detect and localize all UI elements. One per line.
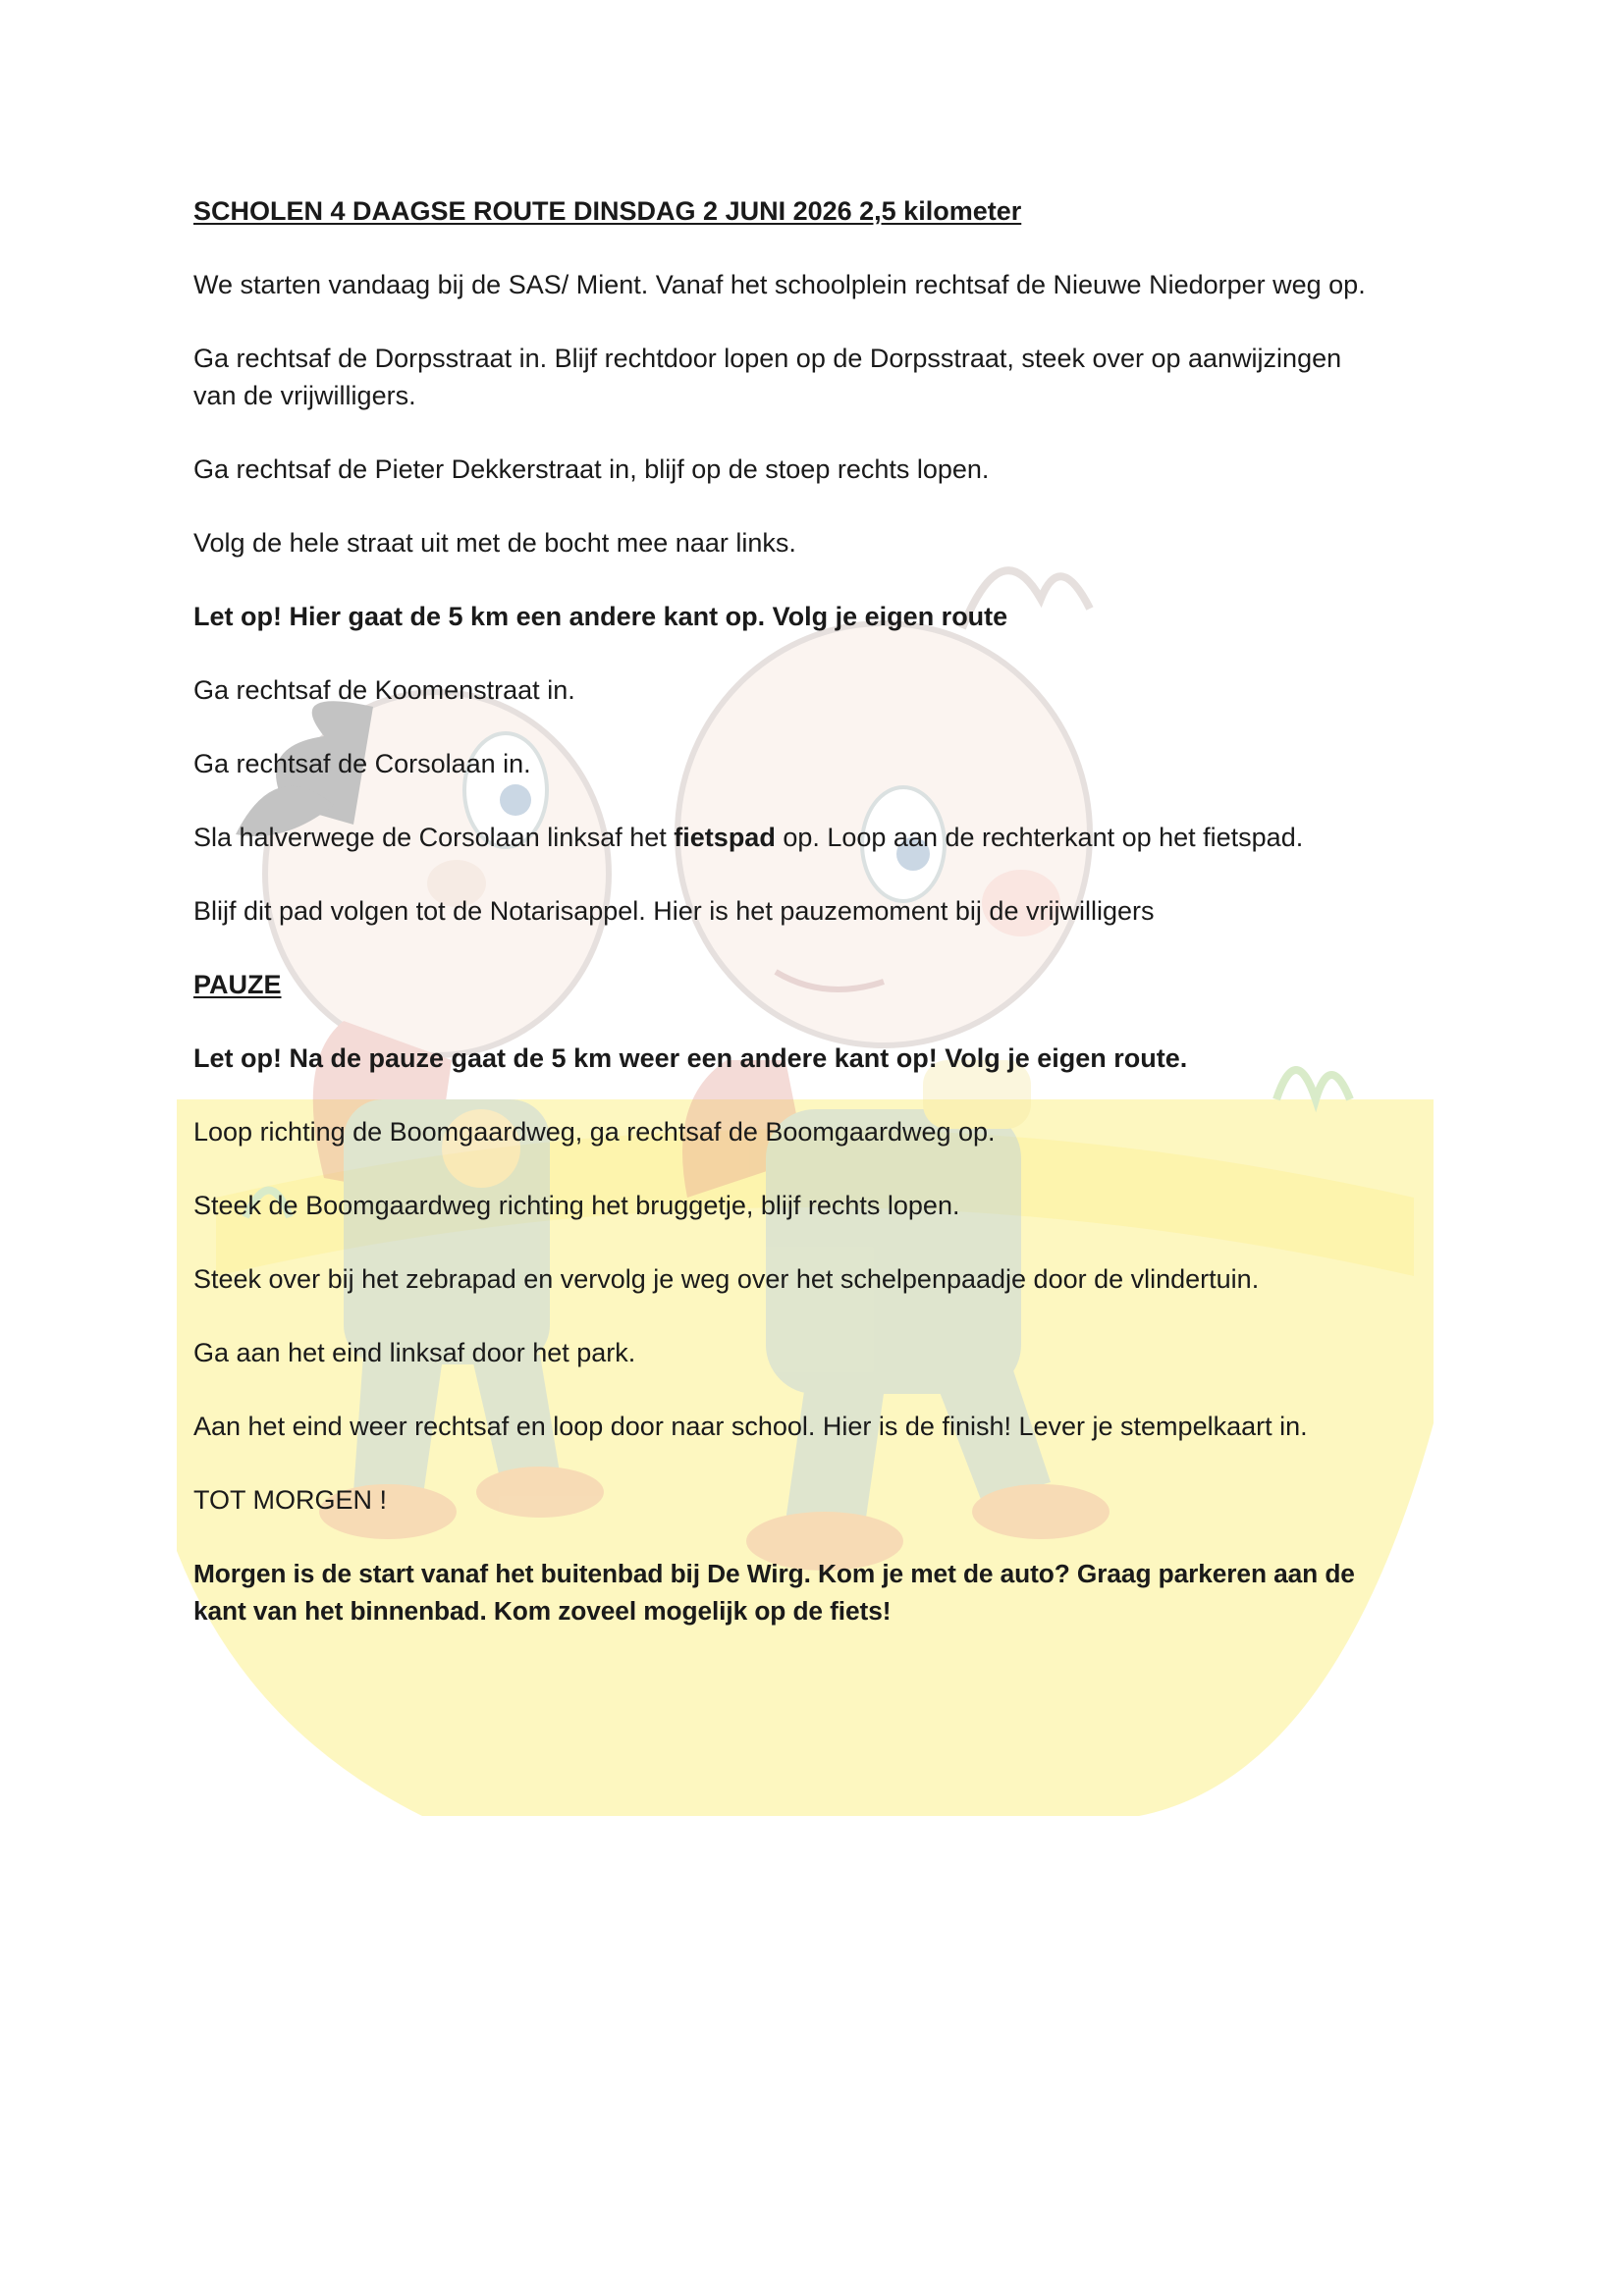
notice-tomorrow-line1: Morgen is de start vanaf het buitenbad bij De Wirg. Kom je met de auto? Graag parkeren aan de (193, 1559, 1355, 1588)
paragraph-dorpsstraat-line1: Ga rechtsaf de Dorpsstraat in. Blijf rechtdoor lopen op de Dorpsstraat, steek over op aanwijzingen (193, 344, 1342, 373)
paragraph-koomenstraat: Ga rechtsaf de Koomenstraat in. (193, 675, 575, 705)
paragraph-dorpsstraat-line2: van de vrijwilligers. (193, 381, 416, 410)
paragraph-zebrapad: Steek over bij het zebrapad en vervolg je weg over het schelpenpaadje door de vlindertuin. (193, 1264, 1260, 1294)
paragraph-park: Ga aan het eind linksaf door het park. (193, 1338, 636, 1367)
fietspad-bold-word: fietspad (674, 823, 776, 852)
pause-heading: PAUZE (193, 970, 282, 999)
paragraph-corsolaan: Ga rechtsaf de Corsolaan in. (193, 749, 531, 778)
notice-5km-route: Let op! Hier gaat de 5 km een andere kant op. Volg je eigen route (193, 602, 1008, 631)
paragraph-bruggetje: Steek de Boomgaardweg richting het bruggetje, blijf rechts lopen. (193, 1191, 960, 1220)
fietspad-text-after: op. Loop aan de rechterkant op het fietspad. (775, 823, 1304, 852)
fietspad-text-before: Sla halverwege de Corsolaan linksaf het (193, 823, 675, 852)
notice-tomorrow-line2: kant van het binnenbad. Kom zoveel mogelijk op de fiets! (193, 1596, 892, 1626)
notice-after-pause: Let op! Na de pauze gaat de 5 km weer een andere kant op! Volg je eigen route. (193, 1043, 1188, 1073)
paragraph-notarisappel: Blijf dit pad volgen tot de Notarisappel. Hier is het pauzemoment bij de vrijwilligers (193, 896, 1155, 926)
paragraph-finish: Aan het eind weer rechtsaf en loop door naar school. Hier is de finish! Lever je stempelkaart in. (193, 1412, 1308, 1441)
closing-greeting: TOT MORGEN ! (193, 1485, 388, 1515)
document-title: SCHOLEN 4 DAAGSE ROUTE DINSDAG 2 JUNI 2026 2,5 kilometer (193, 196, 1022, 226)
paragraph-start: We starten vandaag bij de SAS/ Mient. Vanaf het schoolplein rechtsaf de Nieuwe Niedorper weg op. (193, 270, 1366, 299)
paragraph-pieter-dekkerstraat: Ga rechtsaf de Pieter Dekkerstraat in, blijf op de stoep rechts lopen. (193, 454, 990, 484)
route-document (193, 192, 1460, 1629)
paragraph-boomgaardweg: Loop richting de Boomgaardweg, ga rechtsaf de Boomgaardweg op. (193, 1117, 996, 1147)
paragraph-fietspad (193, 819, 1460, 856)
paragraph-bocht-links: Volg de hele straat uit met de bocht mee naar links. (193, 528, 796, 558)
